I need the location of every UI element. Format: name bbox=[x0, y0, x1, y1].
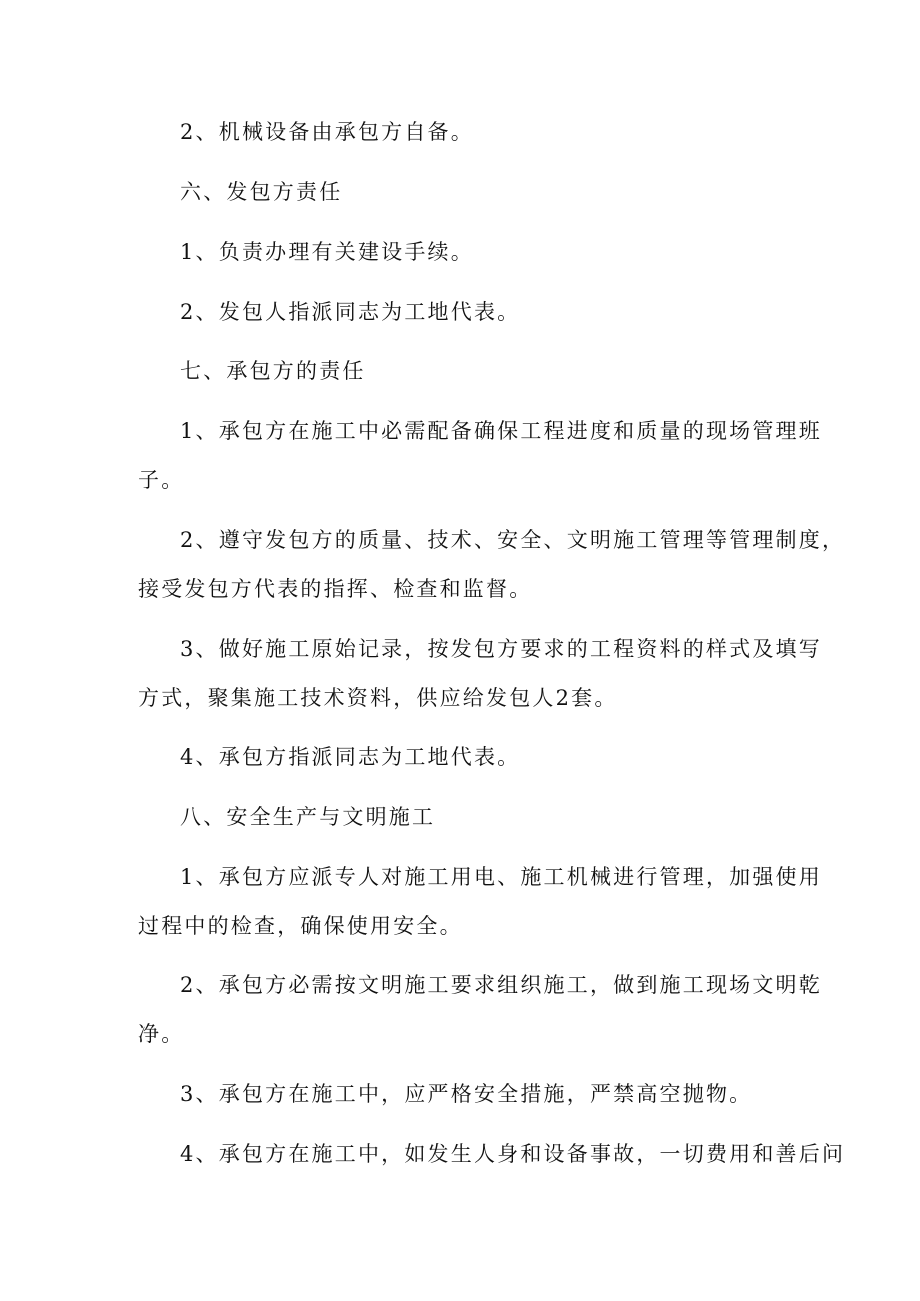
section-heading: 八、安全生产与文明施工 bbox=[180, 805, 436, 829]
paragraph-line: 4、承包方在施工中，如发生人身和设备事故，一切费用和善后问 bbox=[180, 1142, 846, 1166]
paragraph-line: 4、承包方指派同志为工地代表。 bbox=[180, 745, 521, 769]
paragraph-line: 3、承包方在施工中，应严格安全措施，严禁高空抛物。 bbox=[180, 1082, 753, 1106]
paragraph-line: 方式，聚集施工技术资料，供应给发包人2套。 bbox=[138, 686, 618, 710]
paragraph-line: 净。 bbox=[138, 1022, 185, 1046]
paragraph-line: 2、机械设备由承包方自备。 bbox=[180, 120, 474, 144]
paragraph-line: 1、承包方应派专人对施工用电、施工机械进行管理，加强使用 bbox=[180, 865, 822, 889]
paragraph-line: 子。 bbox=[138, 468, 185, 492]
paragraph-line: 接受发包方代表的指挥、检查和监督。 bbox=[138, 577, 533, 601]
section-heading: 七、承包方的责任 bbox=[180, 359, 366, 383]
paragraph-line: 2、承包方必需按文明施工要求组织施工，做到施工现场文明乾 bbox=[180, 973, 822, 997]
paragraph-line: 2、遵守发包方的质量、技术、安全、文明施工管理等管理制度， bbox=[180, 528, 846, 552]
section-heading: 六、发包方责任 bbox=[180, 180, 343, 204]
paragraph-line: 3、做好施工原始记录，按发包方要求的工程资料的样式及填写 bbox=[180, 637, 822, 661]
paragraph-line: 2、发包人指派同志为工地代表。 bbox=[180, 300, 521, 324]
paragraph-line: 1、负责办理有关建设手续。 bbox=[180, 240, 474, 264]
paragraph-line: 过程中的检查，确保使用安全。 bbox=[138, 914, 463, 938]
paragraph-line: 1、承包方在施工中必需配备确保工程进度和质量的现场管理班 bbox=[180, 419, 822, 443]
